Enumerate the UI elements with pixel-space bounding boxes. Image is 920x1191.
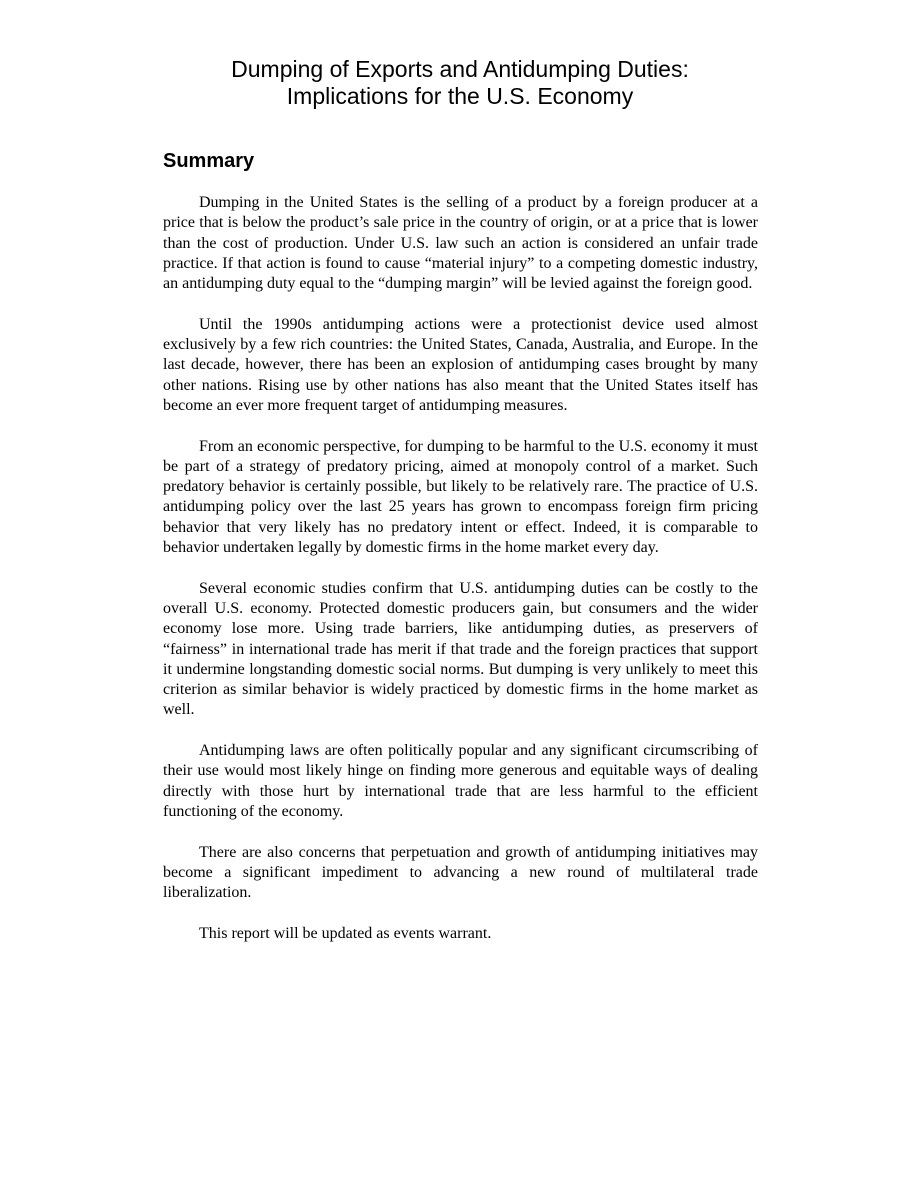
paragraph: This report will be updated as events warrant. [199, 924, 492, 942]
section-heading: Summary [163, 150, 255, 172]
paragraph: Antidumping laws are often politically popular and any significant circumscribing of their use would most likely hinge on finding more generous and equitable ways of dealing directly with those hurt by international trade that are less harmful to the efficient functioning of the economy. [163, 742, 758, 820]
summary-body [163, 193, 758, 964]
paragraph: Until the 1990s antidumping actions were a protectionist device used almost exclusively by a few rich countries: the United States, Canada, Australia, and Europe. In the last decade, however, there has been an explosion of antidumping cases brought by many other nations. Rising use by other nations has also meant that the United States itself has become an ever more frequent target of antidumping measures. [163, 315, 758, 414]
title-line-1: Dumping of Exports and Antidumping Duties: [231, 56, 689, 82]
paragraph: There are also concerns that perpetuation and growth of antidumping initiatives may become a significant impediment to advancing a new round of multilateral trade liberalization. [163, 843, 758, 902]
paragraph: From an economic perspective, for dumping to be harmful to the U.S. economy it must be part of a strategy of predatory pricing, aimed at monopoly control of a market. Such predatory behavior is certainly possible, but likely to be relatively rare. The practice of U.S. antidumping policy over the last 25 years has grown to encompass foreign firm pricing behavior that very likely has no predatory intent or effect. Indeed, it is comparable to behavior undertaken legally by domestic firms in the home market every day. [163, 437, 758, 557]
paragraph: Several economic studies confirm that U.S. antidumping duties can be costly to the overall U.S. economy. Protected domestic producers gain, but consumers and the wider economy lose more. Using trade barriers, like antidumping duties, as preservers of “fairness” in international trade has merit if that trade and the foreign practices that support it undermine longstanding domestic social norms. But dumping is very unlikely to meet this criterion as similar behavior is widely practiced by domestic firms in the home market as well. [163, 579, 758, 719]
title-line-2: Implications for the U.S. Economy [286, 83, 634, 109]
document-title [0, 56, 920, 110]
paragraph: Dumping in the United States is the selling of a product by a foreign producer at a price that is below the product’s sale price in the country of origin, or at a price that is lower than the cost of production. Under U.S. law such an action is considered an unfair trade practice. If that action is found to cause “material injury” to a competing domestic industry, an antidumping duty equal to the “dumping margin” will be levied against the foreign good. [163, 194, 758, 293]
